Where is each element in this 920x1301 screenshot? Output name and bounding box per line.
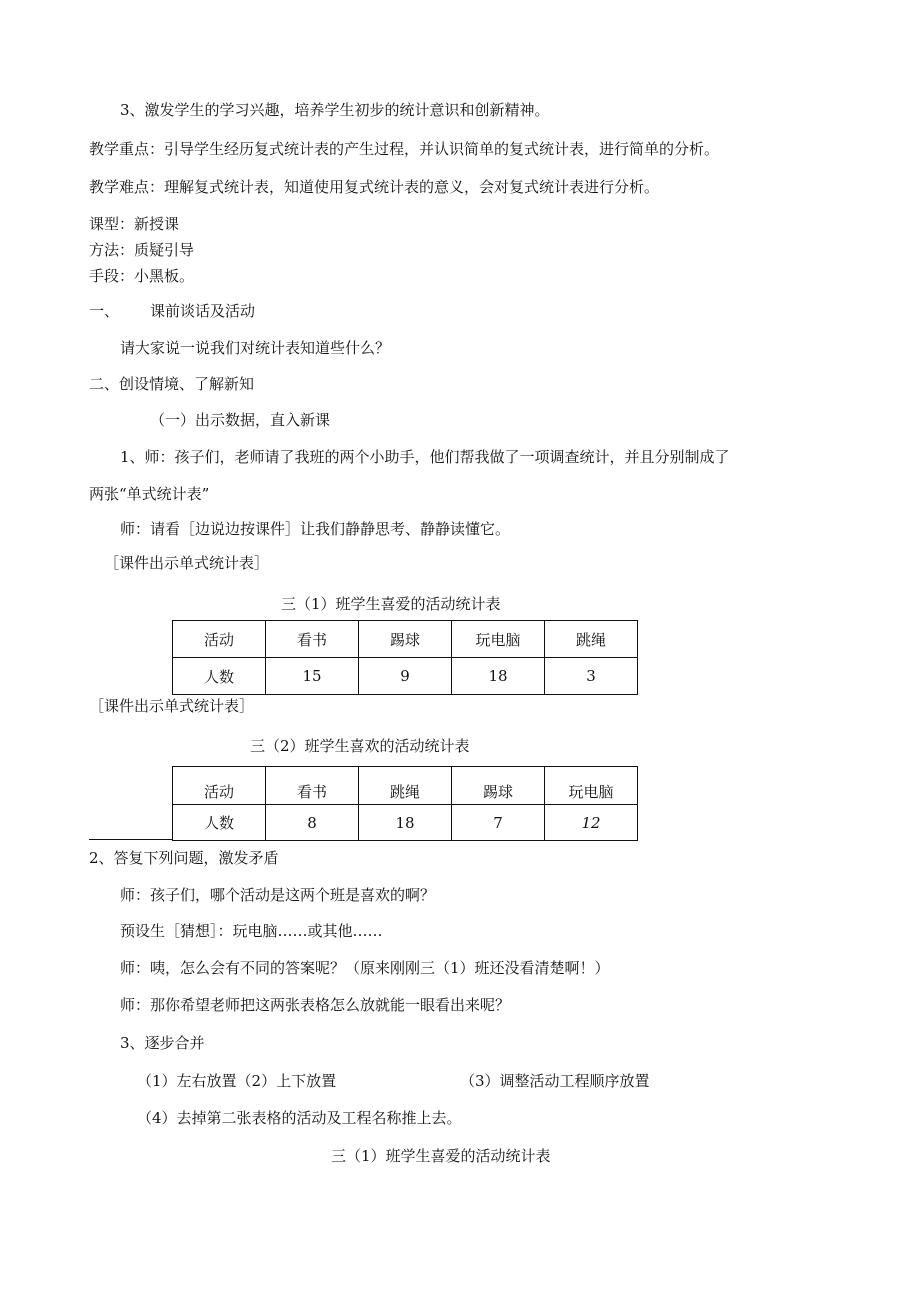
difficulty: 教学难点：理解复式统计表，知道使用复式统计表的意义，会对复式统计表进行分析。 xyxy=(89,178,660,196)
courseware-cue-2: ［课件出示单式统计表］ xyxy=(89,697,255,715)
option-3: （3）调整活动工程顺序放置 xyxy=(460,1072,650,1090)
means: 手段：小黑板。 xyxy=(89,267,195,285)
table-2-cell: 7 xyxy=(452,805,545,841)
method: 方法：质疑引导 xyxy=(89,241,195,259)
table-1-title: 三（1）班学生喜爱的活动统计表 xyxy=(281,595,501,613)
step-3: 3、逐步合并 xyxy=(120,1034,205,1052)
table-2-header-cell: 玩电脑 xyxy=(545,767,638,805)
section-1-number: 一、 xyxy=(89,302,120,320)
step-2: 2、答复下列问题，激发矛盾 xyxy=(89,849,279,867)
table-2 xyxy=(172,766,638,841)
table-2-header-row xyxy=(173,767,638,805)
table-2-cell: 人数 xyxy=(173,805,266,841)
table-1-header-cell: 踢球 xyxy=(359,621,452,658)
option-1-2: （1）左右放置（2）上下放置 xyxy=(137,1072,337,1090)
final-table-title: 三（1）班学生喜爱的活动统计表 xyxy=(331,1147,551,1165)
teacher-question-3: 师：那你希望老师把这两张表格怎么放就能一眼看出来呢？ xyxy=(120,996,511,1014)
table-1-header-cell: 看书 xyxy=(266,621,359,658)
table-2-header-cell: 跳绳 xyxy=(359,767,452,805)
option-4: （4）去掉第二张表格的活动及工程名称推上去。 xyxy=(137,1109,462,1127)
table-2-cell: 18 xyxy=(359,805,452,841)
courseware-cue-1: ［课件出示单式统计表］ xyxy=(104,554,270,572)
student-guess: 预设生［猜想］：玩电脑……或其他…… xyxy=(120,922,383,940)
table-1-cell: 15 xyxy=(266,658,359,695)
table-2-header-cell: 踢球 xyxy=(452,767,545,805)
teacher-question: 师：孩子们，哪个活动是这两个班是喜欢的啊？ xyxy=(120,886,436,904)
teacher-question-2: 师：咦，怎么会有不同的答案呢？（原来刚刚三（1）班还没看清楚啊！） xyxy=(120,959,610,977)
table-2-title: 三（2）班学生喜欢的活动统计表 xyxy=(250,737,470,755)
table-1-header-cell: 玩电脑 xyxy=(452,621,545,658)
table-2-cell: 12 xyxy=(545,805,638,841)
goal-3: 3、激发学生的学习兴趣，培养学生初步的统计意识和创新精神。 xyxy=(120,101,550,119)
table-1-header-row xyxy=(173,621,638,658)
table-1 xyxy=(172,620,638,695)
section-2: 二、创设情境、了解新知 xyxy=(89,375,255,393)
table-2-cell: 8 xyxy=(266,805,359,841)
section-1-title: 课前谈话及活动 xyxy=(150,302,256,320)
table-1-cell: 9 xyxy=(359,658,452,695)
lesson-type: 课型：新授课 xyxy=(89,215,180,233)
table-1-data-row xyxy=(173,658,638,695)
table-1-cell: 人数 xyxy=(173,658,266,695)
table-2-header-cell: 看书 xyxy=(266,767,359,805)
subsection-1: （一）出示数据，直入新课 xyxy=(150,411,331,429)
paragraph-2: 师：请看［边说边按课件］让我们静静思考、静静读懂它。 xyxy=(120,520,511,538)
table-2-data-row xyxy=(173,805,638,841)
table-1-cell: 18 xyxy=(452,658,545,695)
table-2-baseline-rule xyxy=(89,839,173,840)
table-1-header-cell: 跳绳 xyxy=(545,621,638,658)
table-1-cell: 3 xyxy=(545,658,638,695)
table-2-header-cell: 活动 xyxy=(173,767,266,805)
question-1: 请大家说一说我们对统计表知道些什么？ xyxy=(120,339,391,357)
paragraph-1a: 1、师：孩子们，老师请了我班的两个小助手，他们帮我做了一项调查统计，并且分别制成了 xyxy=(120,448,730,466)
paragraph-1b: 两张“单式统计表” xyxy=(89,485,210,503)
table-1-header-cell: 活动 xyxy=(173,621,266,658)
key-point: 教学重点：引导学生经历复式统计表的产生过程，并认识简单的复式统计表，进行简单的分析。 xyxy=(89,140,720,158)
